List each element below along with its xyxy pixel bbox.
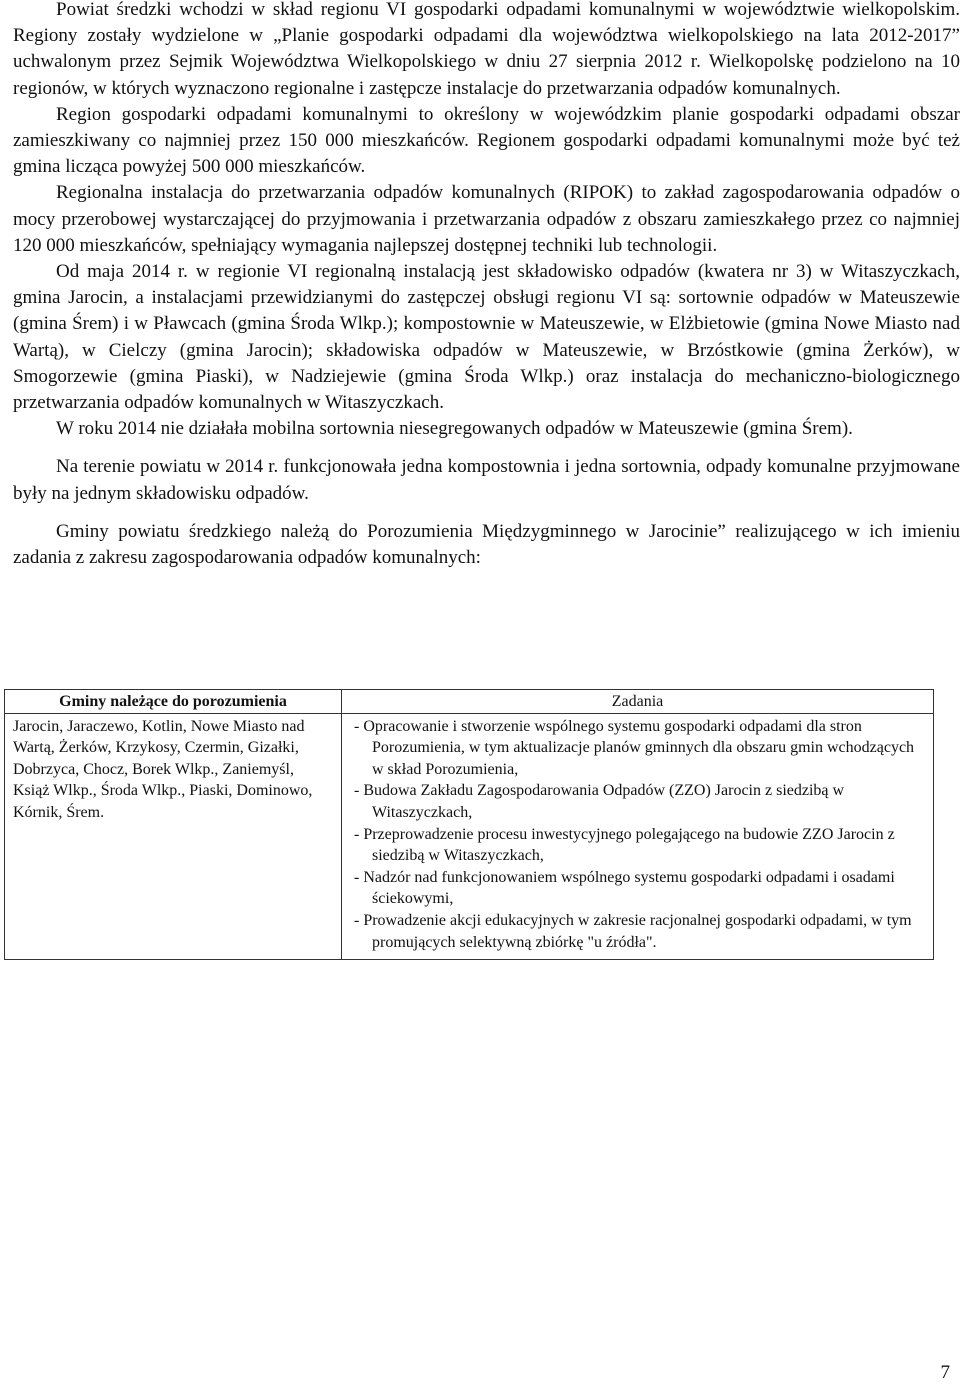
header-tasks: Zadania xyxy=(342,690,934,714)
document-body xyxy=(13,0,960,571)
table-row xyxy=(5,713,934,960)
paragraph-mobile-sorting: W roku 2014 nie działała mobilna sortownia niesegregowanych odpadów w Mateuszewie (gmina Śrem). xyxy=(56,418,853,440)
task-item: - Nadzór nad funkcjonowaniem wspólnego systemu gospodarki odpadami i osadami ściekowymi, xyxy=(354,868,895,908)
paragraph-agreement-intro: Gminy powiatu średzkiego należą do Porozumienia Międzygminnego w Jarocinie” realizującego w ich imieniu zadania z zakresu zagospodarowania odpadów komunalnych: xyxy=(13,520,960,569)
table-header-row xyxy=(5,690,934,714)
task-item: - Opracowanie i stworzenie wspólnego systemu gospodarki odpadami dla stron Porozumienia, w tym aktualizacje planów gminnych dla obszaru gmin wchodzących w skład Porozumienia, xyxy=(354,717,915,778)
paragraph-installations: Od maja 2014 r. w regionie VI regionalną instalacją jest składowisko odpadów (kwatera nr 3) w Witaszyczkach, gmina Jarocin, a instalacjami przewidzianymi do zastępczej obsługi regionu VI są: sortownie odpadów w Mateuszewie (gmina Śrem) i w Pławcach (gmina Środa Wlkp.); kompostownie w Mateuszewie, w Elżbietowie (gmina Nowe Miasto nad Wartą), w Cielczy (gmina Jarocin); składowiska odpadów w Mateuszewie, w Brzóstkowie (gmina Żerków), w Smogorzewie (gmina Piaski), w Nadziejewie (gmina Środa Wlkp.) oraz instalacja do mechaniczno-biologicznego przetwarzania odpadów komunalnych w Witaszyczkach. xyxy=(13,261,960,414)
tasks-list xyxy=(354,716,927,954)
page-number: 7 xyxy=(940,1362,950,1383)
task-item: - Prowadzenie akcji edukacyjnych w zakresie racjonalnej gospodarki odpadami, w tym promujących selektywną zbiórkę "u źródła". xyxy=(354,911,912,951)
paragraph-ripok-definition: Regionalna instalacja do przetwarzania odpadów komunalnych (RIPOK) to zakład zagospodarowania odpadów o mocy przerobowej wystarczającej do przyjmowania i przetwarzania odpadów z obszaru zamieszkałego przez co najmniej 120 000 mieszkańców, spełniający wymagania najlepszej dostępnej techniki lub technologii. xyxy=(13,182,960,256)
paragraph-region-vi: Powiat średzki wchodzi w skład regionu VI gospodarki odpadami komunalnymi w województwie wielkopolskim. Regiony zostały wydzielone w „Planie gospodarki odpadami dla województwa wielkopolskiego na lata 2012-2017” uchwalonym przez Sejmik Województwa Wielkopolskiego w dniu 27 sierpnia 2012 r. Wielkopolskę podzielono na 10 regionów, w których wyznaczono regionalne i zastępcze instalacje do przetwarzania odpadów komunalnych. xyxy=(13,0,960,99)
paragraph-county-2014: Na terenie powiatu w 2014 r. funkcjonowała jedna kompostownia i jedna sortownia, odpady komunalne przyjmowane były na jednym składowisku odpadów. xyxy=(13,456,960,504)
tasks-cell xyxy=(342,713,934,960)
task-item: - Przeprowadzenie procesu inwestycyjnego polegającego na budowie ZZO Jarocin z siedzibą w Witaszyczkach, xyxy=(354,825,895,865)
header-members: Gminy należące do porozumienia xyxy=(5,690,342,714)
paragraph-region-definition: Region gospodarki odpadami komunalnymi to określony w wojewódzkim planie gospodarki odpadami obszar zamieszkiwany co najmniej przez 150 000 mieszkańców. Regionem gospodarki odpadami komunalnymi może być też gmina licząca powyżej 500 000 mieszkańców. xyxy=(13,103,960,178)
members-cell: Jarocin, Jaraczewo, Kotlin, Nowe Miasto nad Wartą, Żerków, Krzykosy, Czermin, Gizałki, Dobrzyca, Chocz, Borek Wlkp., Zaniemyśl, Książ Wlkp., Środa Wlkp., Piaski, Dominowo, Kórnik, Śrem. xyxy=(5,713,342,960)
agreement-table xyxy=(4,689,934,960)
task-item: - Budowa Zakładu Zagospodarowania Odpadów (ZZO) Jarocin z siedzibą w Witaszyczkach, xyxy=(354,782,845,821)
